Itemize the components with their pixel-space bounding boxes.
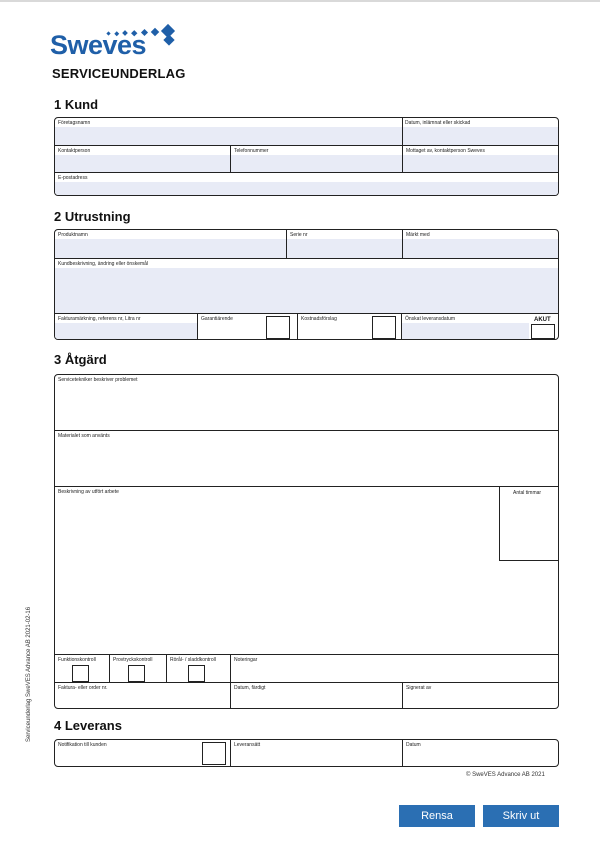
funktionskontroll-checkbox[interactable] [72, 665, 89, 682]
datum-inlamnat-field[interactable] [402, 118, 559, 145]
antal-timmar-field[interactable] [499, 486, 559, 561]
datum-inlamnat-input[interactable] [402, 127, 559, 145]
telefonnummer-field[interactable] [231, 146, 402, 172]
datum-inlamnat-label: Datum, inlämnat eller skickad [405, 120, 471, 126]
section-kund-title: 1 Kund [54, 97, 99, 112]
noteringar-field[interactable] [231, 655, 559, 683]
signerat-av-label: Signerat av [406, 685, 432, 691]
serienr-input[interactable] [287, 239, 402, 258]
kontaktperson-label: Kontaktperson [58, 148, 91, 154]
markt-med-input[interactable] [403, 239, 559, 258]
leveranssatt-field[interactable] [231, 740, 402, 767]
epostadress-field[interactable] [55, 173, 559, 196]
kund-box [54, 117, 559, 196]
materialet-field[interactable] [55, 431, 559, 486]
markt-med-label: Märkt med [406, 232, 430, 238]
leverans-datum-field[interactable] [403, 740, 559, 767]
rorsladdkontroll-checkbox[interactable] [188, 665, 205, 682]
foretagsnamn-input[interactable] [55, 127, 402, 145]
beskrivning-field[interactable] [55, 487, 499, 654]
akut-label: AKUT [534, 317, 551, 323]
kostnadsforslag-checkbox[interactable] [372, 316, 396, 339]
datum-fardigt-field[interactable] [231, 683, 402, 709]
atgard-box [54, 374, 559, 709]
logo-text: Sweves [50, 30, 147, 60]
copyright-text: © SweVES Advance AB 2021 [466, 772, 545, 778]
leveranssatt-label: Leveransätt [234, 742, 261, 748]
foretagsnamn-label: Företagsnamn [58, 120, 91, 126]
produktnamn-field[interactable] [55, 230, 286, 258]
servicetekniker-field[interactable] [55, 375, 559, 430]
epostadress-input[interactable] [55, 182, 559, 196]
serienr-label: Serie nr [290, 232, 308, 238]
materialet-label: Materialet som använts [58, 433, 110, 439]
rorsladdkontroll-label: Rörål- / sladdkontroll [170, 657, 216, 663]
akut-checkbox[interactable] [531, 324, 555, 339]
fakturamarkning-input[interactable] [55, 323, 197, 340]
telefonnummer-label: Telefonnummer [234, 148, 269, 154]
document-title: SERVICEUNDERLAG [52, 66, 186, 81]
leverans-box [54, 739, 559, 767]
mottaget-av-input[interactable] [403, 155, 559, 172]
datum-fardigt-label: Datum, färdigt [234, 685, 266, 691]
produktnamn-label: Produktnamn [58, 232, 88, 238]
onskat-leveransdatum-input[interactable] [402, 323, 529, 340]
onskat-leveransdatum-label: Önskat leveransdatum [405, 316, 456, 322]
kostnadsforslag-label: Kostnadsförslag [301, 316, 337, 322]
garantiarende-checkbox[interactable] [266, 316, 290, 339]
utrustning-box [54, 229, 559, 340]
mottaget-av-label: Mottaget av, kontaktperson Sweves [406, 148, 485, 154]
kundbeskrivning-field[interactable] [55, 259, 559, 313]
signerat-av-field[interactable] [403, 683, 559, 709]
provtryckskontroll-label: Provtryckskontroll [113, 657, 153, 663]
kundbeskrivning-input[interactable] [55, 268, 559, 313]
side-footer-text: Serviceunderlag SweVES Advance AB 2021-02-16 [26, 606, 32, 742]
section-leverans-title: 4 Leverans [54, 718, 122, 733]
rensa-button[interactable]: Rensa [399, 805, 475, 827]
servicetekniker-label: Servicetekniker beskriver problemet [58, 377, 138, 383]
skriv-ut-button[interactable]: Skriv ut [483, 805, 559, 827]
top-divider [0, 0, 600, 2]
fakturamarkning-label: Fakturamärkning, referens nr, Litra nr [58, 316, 141, 322]
faktura-order-label: Faktura- eller order nr. [58, 685, 108, 691]
antal-timmar-label: Antal timmar [513, 490, 542, 496]
section-atgard-title: 3 Åtgärd [54, 352, 107, 367]
leverans-datum-label: Datum [406, 742, 421, 748]
kontaktperson-field[interactable] [55, 146, 230, 172]
funktionskontroll-label: Funktionskontroll [58, 657, 96, 663]
mottaget-av-field[interactable] [403, 146, 559, 172]
notifikation-checkbox[interactable] [202, 742, 226, 765]
telefonnummer-input[interactable] [231, 155, 402, 172]
section-utrustning-title: 2 Utrustning [54, 209, 131, 224]
sweves-logo [50, 18, 190, 63]
produktnamn-input[interactable] [55, 239, 286, 258]
faktura-order-field[interactable] [55, 683, 230, 709]
markt-med-field[interactable] [403, 230, 559, 258]
kundbeskrivning-label: Kundbeskrivning, ändring eller önskemål [58, 261, 149, 267]
epostadress-label: E-postadress [58, 175, 88, 181]
fakturamarkning-field[interactable] [55, 314, 197, 340]
provtryckskontroll-checkbox[interactable] [128, 665, 145, 682]
serienr-field[interactable] [287, 230, 402, 258]
kontaktperson-input[interactable] [55, 155, 230, 172]
onskat-leveransdatum-field[interactable] [402, 314, 528, 340]
notifikation-label: Notifikation till kunden [58, 742, 107, 748]
garantiarende-label: Garantiärende [201, 316, 233, 322]
foretagsnamn-field[interactable] [55, 118, 402, 145]
beskrivning-label: Beskrivning av utfört arbete [58, 489, 119, 495]
noteringar-label: Noteringar [234, 657, 258, 663]
